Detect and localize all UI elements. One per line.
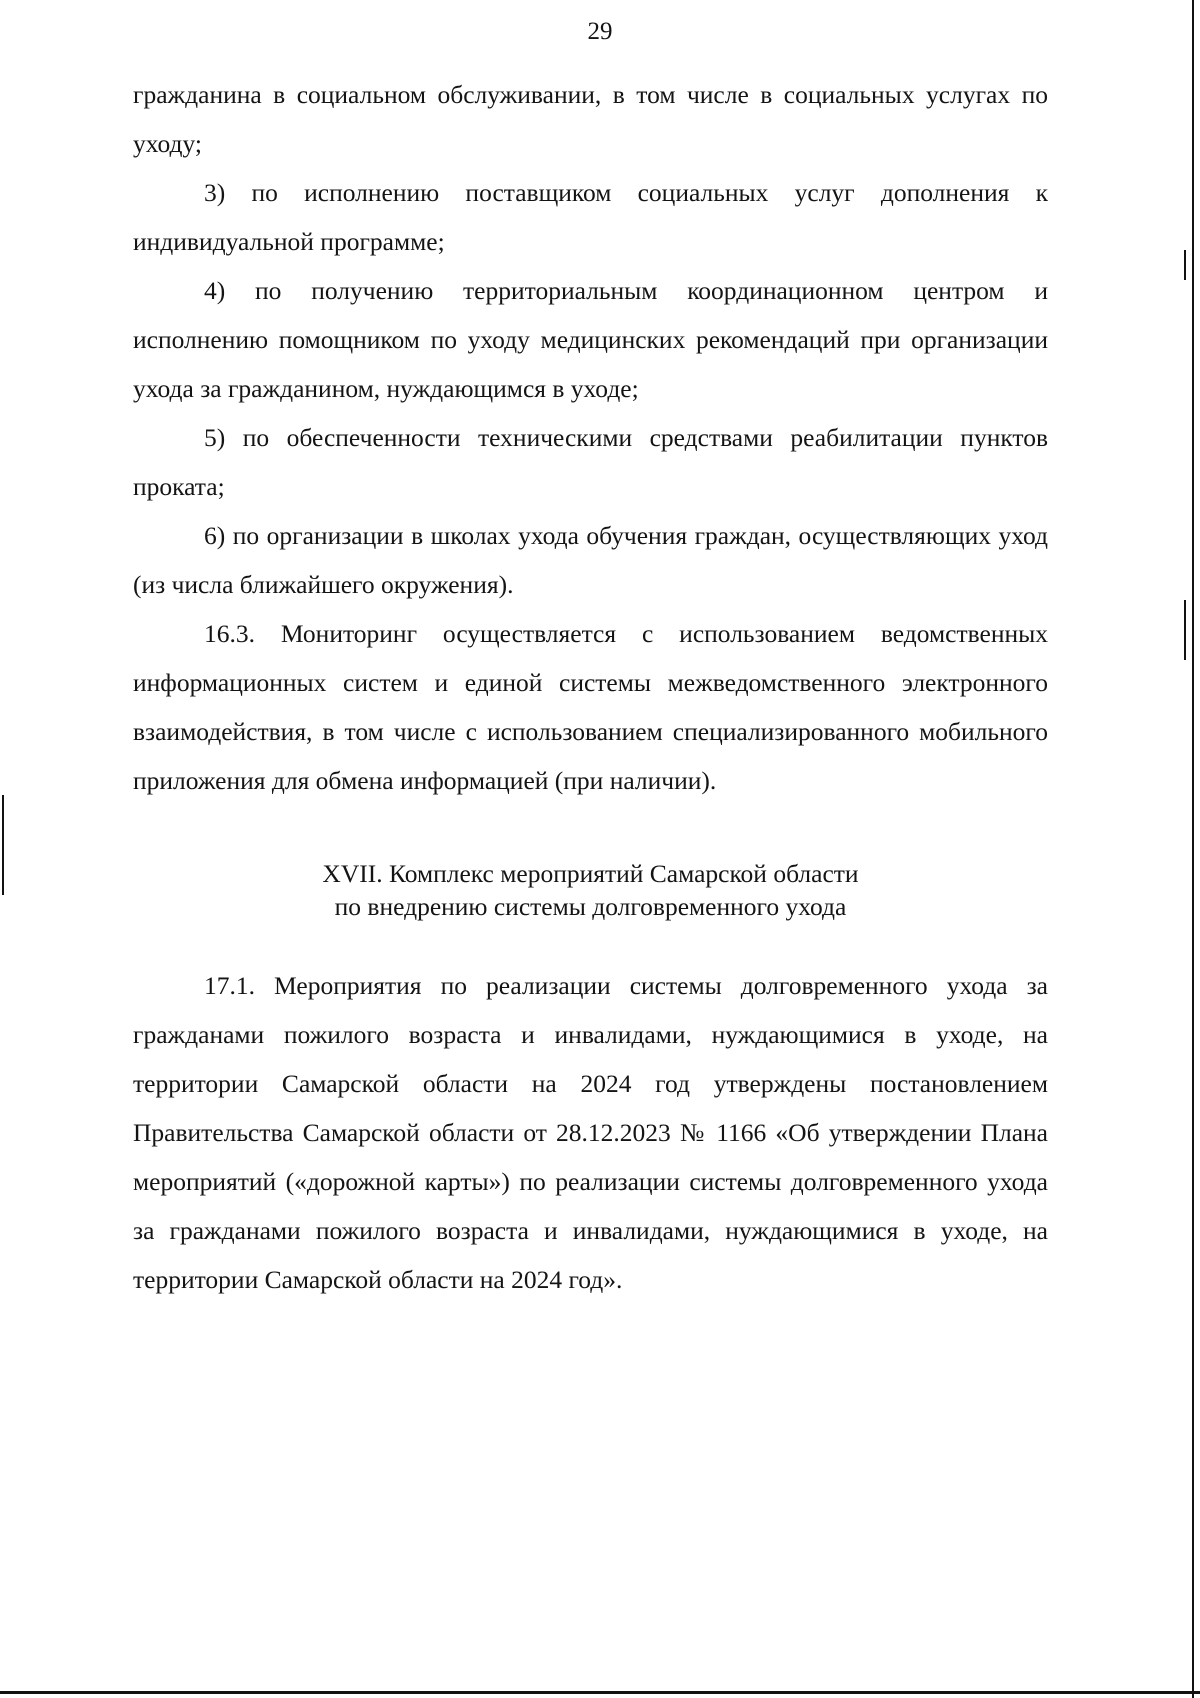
paragraph-continuation: гражданина в социальном обслуживании, в том числе в социальных услугах по уходу; (133, 80, 1048, 158)
scan-edge-right (1192, 0, 1194, 1698)
scan-edge-left-mark (2, 795, 4, 895)
paragraph-item-5: 5) по обеспеченности техническими средствами реабилитации пунктов проката; (133, 423, 1048, 501)
document-body (133, 70, 1048, 1304)
section-heading (133, 857, 1048, 923)
paragraph-item-3: 3) по исполнению поставщиком социальных услуг дополнения к индивидуальной программе; (133, 178, 1048, 256)
paragraph-16-3: 16.3. Мониторинг осуществляется с использованием ведомственных информационных систем и единой системы межведомственного электронного взаимодействия, в том числе с использованием специализированного мобильного приложения для обмена информацией (при наличии). (133, 619, 1048, 795)
section-heading-line-2: по внедрению системы долговременного ухода (334, 892, 847, 921)
scan-edge-right-mark-2 (1184, 600, 1186, 660)
page-number: 29 (587, 18, 613, 45)
section-heading-line-1: XVII. Комплекс мероприятий Самарской области (322, 859, 859, 888)
scan-edge-right-mark-1 (1184, 250, 1186, 280)
paragraph-17-1: 17.1. Мероприятия по реализации системы долговременного ухода за гражданами пожилого возраста и инвалидами, нуждающимися в уходе, на территории Самарской области на 2024 год утверждены постановлением Правительства Самарской области от 28.12.2023 № 1166 «Об утверждении Плана мероприятий («дорожной карты») по реализации системы долговременного ухода за гражданами пожилого возраста и инвалидами, нуждающимися в уходе, на территории Самарской области на 2024 год». (133, 971, 1048, 1294)
paragraph-item-4: 4) по получению территориальным координационном центром и исполнению помощником по уходу медицинских рекомендаций при организации ухода за гражданином, нуждающимся в уходе; (133, 276, 1048, 403)
scan-edge-bottom (0, 1691, 1200, 1694)
paragraph-item-6: 6) по организации в школах ухода обучения граждан, осуществляющих уход (из числа ближайшего окружения). (133, 521, 1048, 599)
